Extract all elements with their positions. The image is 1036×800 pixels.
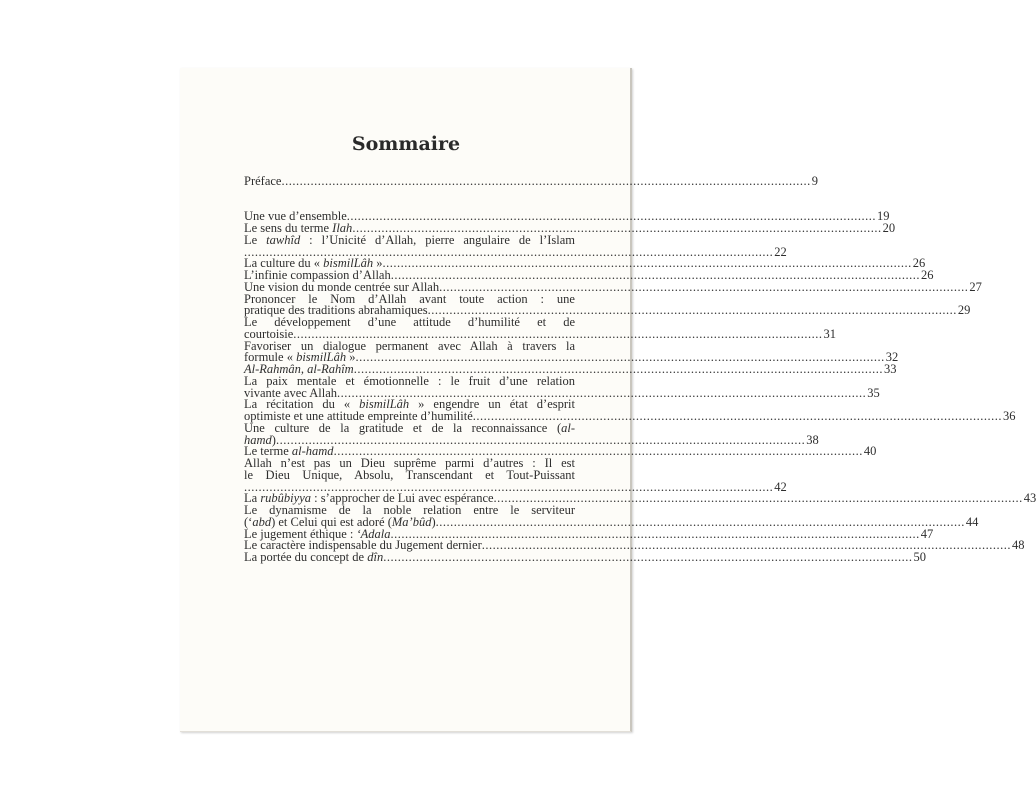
toc-entry-label: Le caractère indispensable du Jugement dernier [244, 538, 482, 553]
toc-entry-page: 43 [1023, 491, 1036, 506]
toc-entry-label: Allah n’est pas un Dieu suprême parmi d’autres : Il est [244, 456, 575, 470]
toc-entry-label: » [373, 256, 383, 271]
toc-entry-page: 19 [877, 209, 890, 224]
toc-entry-label: (‘ [244, 514, 253, 529]
toc-entry-label: Le dynamisme de la noble relation entre le serviteur [244, 503, 575, 517]
toc-entry-label: optimiste et une attitude empreinte d’humilité [244, 409, 473, 423]
toc-entry-label: Le terme [244, 444, 292, 459]
toc-entry-label: pratique des traditions abrahamiques [244, 303, 428, 318]
toc-entry-label: La récitation du « [244, 397, 360, 412]
toc-entry [244, 232, 787, 259]
toc-entry-label: le Dieu Unique, Absolu, Transcendant et Tout-Puissant [244, 467, 575, 482]
toc-entry-page: 32 [885, 350, 899, 365]
toc-entry-label: La [244, 491, 261, 506]
leader-dots [383, 552, 912, 564]
toc-entry-label: » [346, 350, 356, 365]
toc-entry-label: ) et Celui qui est adoré ( [271, 514, 392, 529]
toc-entry-preface [244, 174, 818, 188]
toc-entry-label: : s’approcher de Lui avec espérance [311, 491, 494, 506]
spacer [244, 188, 575, 212]
toc-entry-label: Une culture de la gratitude et de la reconnaissance ( [244, 420, 562, 435]
toc-entry-label-italic: hamd [244, 432, 272, 447]
toc-entry-label: ) [431, 514, 436, 529]
toc-entry [244, 338, 899, 365]
toc-entry [244, 291, 971, 318]
toc-entry-page: 47 [920, 526, 934, 541]
toc-entry-label-italic: rubûbiyya [260, 491, 311, 506]
toc-entry-label-italic: ‘Adala [356, 526, 391, 541]
toc-entry-label-italic: tawhîd [266, 232, 301, 247]
toc-entry-label: Une vue d’ensemble [244, 209, 347, 224]
toc-entry [244, 420, 819, 447]
toc-entry-page: 40 [863, 444, 877, 459]
toc-entry-page: 33 [883, 362, 897, 376]
toc-entry-page: 42 [774, 479, 787, 494]
toc-entry [244, 456, 787, 494]
toc-entry-label: ) [271, 432, 276, 447]
toc-entry-label-italic: dîn [367, 550, 384, 564]
page-title: Sommaire [351, 133, 461, 155]
toc-entry-page: 9 [811, 174, 818, 188]
table-of-contents [244, 174, 1036, 564]
toc-entry-label-italic: bismilLâh [323, 256, 374, 271]
toc-entry-page: 26 [921, 268, 934, 282]
toc-entry-label-italic: bismilLâh [359, 397, 410, 412]
toc-entry-page: 36 [1003, 409, 1016, 423]
toc-entry-label-italic: Al-Rahmân, al-Rahîm [244, 362, 354, 376]
toc-entry-label: Le sens du terme [244, 221, 333, 235]
toc-entry-page: 38 [806, 432, 819, 447]
toc-entry-label: La paix mentale et émotionnelle : le fruit d’une relation [244, 373, 575, 388]
toc-entry-page: 29 [957, 303, 971, 318]
toc-entry-label: Préface [244, 174, 282, 188]
leader-dots [281, 176, 810, 188]
toc-entry-page: 22 [774, 244, 787, 259]
toc-entry-page: 26 [912, 256, 926, 271]
toc-entry [244, 315, 837, 341]
toc-entry [244, 550, 926, 564]
toc-entry-label: Prononcer le Nom d’Allah avant toute action : une [244, 291, 575, 306]
toc-entry-page: 20 [882, 221, 896, 235]
toc-entry-label: L’infinie compassion d’Allah [244, 268, 391, 282]
toc-entry [244, 503, 979, 529]
toc-entry-label-italic: Ma’bûd [391, 514, 432, 529]
toc-entry-label: vivante avec Allah [244, 385, 338, 400]
toc-entry-label-italic: bismilLâh [296, 350, 347, 365]
toc-entry-label-italic: al- [561, 420, 575, 435]
toc-entry-label: : l’Unicité d’Allah, pierre angulaire de l’Islam [300, 232, 576, 247]
toc-entry-label: Une vision du monde centrée sur Allah [244, 279, 440, 294]
toc-entry-label: La culture du « [244, 256, 324, 271]
toc-entry-label: courtoisie [244, 326, 294, 341]
toc-entry-label-italic: abd [252, 514, 272, 529]
toc-entry-page: 35 [867, 385, 880, 400]
toc-entry-page: 50 [913, 550, 926, 564]
toc-entry-label-italic: al-hamd [291, 444, 334, 459]
toc-entry-label: formule « [244, 350, 297, 365]
toc-entry-page: 27 [969, 279, 982, 294]
toc-entry-label: » engendre un état d’esprit [409, 397, 575, 412]
toc-entry-label: La portée du concept de [244, 550, 368, 564]
toc-entry-page: 44 [965, 514, 979, 529]
toc-entry-label: Favoriser un dialogue permanent avec Allah à travers la [244, 338, 575, 353]
toc-entry [244, 397, 1016, 423]
toc-entry-label: Le jugement éthique : [244, 526, 357, 541]
toc-entry-label: Le [244, 232, 267, 247]
toc-entry [244, 373, 880, 400]
toc-entry-page: 48 [1012, 538, 1025, 553]
toc-entry-label-italic: Ilah [332, 221, 353, 235]
toc-entry-label: Le développement d’une attitude d’humilité et de [244, 315, 575, 329]
toc-entry-page: 31 [823, 326, 837, 341]
